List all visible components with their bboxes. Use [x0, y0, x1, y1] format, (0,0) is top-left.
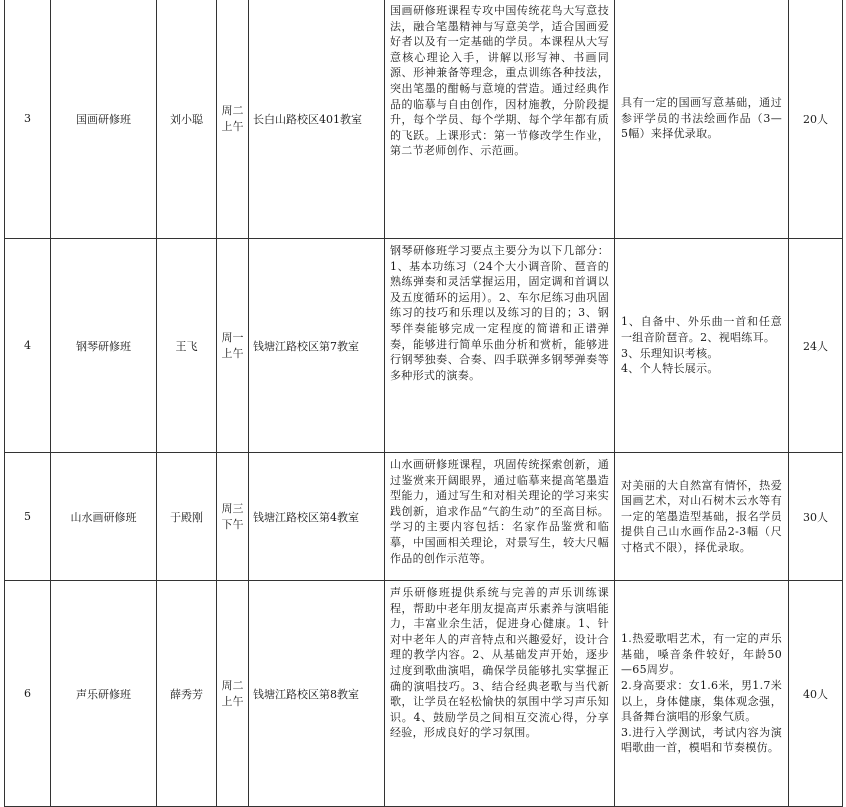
class-day: 周一: [221, 330, 244, 344]
class-half-day: 下午: [221, 517, 244, 531]
course-description: 声乐研修班提供系统与完善的声乐训练课程，帮助中老年朋友提高声乐素养与演唱能力，丰富业余生活，促进身心健康。1、针对中老年人的声音特点和兴趣爱好，设计合理的教学内容。2、从基础发声开始，逐步过度到歌曲演唱，确保学员能够扎实掌握正确的演唱技巧。3、结合经典老歌与当代新歌，让学员在轻松愉快的氛围中学习声乐知识。4、鼓励学员之间相互交流心得，分享经验，形成良好的学习氛围。: [385, 581, 615, 807]
table-row: [5, 453, 843, 581]
classroom-location: 钱塘江路校区第7教室: [249, 239, 385, 453]
requirement-item: 3、乐理知识考核。: [621, 346, 719, 360]
row-number: 3: [5, 0, 51, 239]
requirement-item: 对美丽的大自然富有情怀，热爱国画艺术，对山石树木云水等有一定的笔墨造型基础，报名学员提供自己山水画作品2-3幅（尺寸格式不限），择优录取。: [621, 478, 782, 554]
requirement-item: 4、个人特长展示。: [621, 362, 719, 376]
course-name: 钢琴研修班: [51, 239, 157, 453]
class-capacity: 20人: [789, 0, 843, 239]
class-half-day: 上午: [221, 119, 244, 133]
table-row: [5, 581, 843, 807]
requirement-item: 具有一定的国画写意基础，通过参评学员的书法绘画作品（3—5幅）来择优录取。: [621, 96, 782, 141]
admission-requirements: [615, 239, 789, 453]
class-day: 周二: [221, 103, 244, 117]
class-time: [217, 239, 249, 453]
class-half-day: 上午: [221, 346, 244, 360]
course-description: 山水画研修班课程，巩固传统探索创新，通过鉴赏来开阔眼界，通过临摹来提高笔墨造型能力，通过写生和对相关理论的学习来实践创新，追求作品“气韵生动”的至高目标。学习的主要内容包括：名家作品鉴赏和临摹，中国画相关理论，对景写生，较大尺幅作品的创作示范等。: [385, 453, 615, 581]
requirement-item: 1.热爱歌唱艺术，有一定的声乐基础，嗓音条件较好，年龄50—65周岁。: [621, 632, 782, 677]
teacher-name: 于殿刚: [157, 453, 217, 581]
class-capacity: 24人: [789, 239, 843, 453]
class-day: 周三: [221, 501, 244, 515]
teacher-name: 刘小聪: [157, 0, 217, 239]
admission-requirements: [615, 581, 789, 807]
classroom-location: 钱塘江路校区第8教室: [249, 581, 385, 807]
class-time: [217, 453, 249, 581]
row-number: 4: [5, 239, 51, 453]
table-row: [5, 0, 843, 239]
class-day: 周二: [221, 678, 244, 692]
row-number: 5: [5, 453, 51, 581]
requirement-item: 1、自备中、外乐曲一首和任意一组音阶琶音。2、视唱练耳。: [621, 315, 782, 344]
admission-requirements: [615, 453, 789, 581]
course-table: [4, 0, 843, 807]
class-time: [217, 581, 249, 807]
class-capacity: 30人: [789, 453, 843, 581]
classroom-location: 钱塘江路校区第4教室: [249, 453, 385, 581]
course-name: 声乐研修班: [51, 581, 157, 807]
class-half-day: 上午: [221, 694, 244, 708]
admission-requirements: [615, 0, 789, 239]
class-capacity: 40人: [789, 581, 843, 807]
classroom-location: 长白山路校区401教室: [249, 0, 385, 239]
teacher-name: 王飞: [157, 239, 217, 453]
course-name: 山水画研修班: [51, 453, 157, 581]
row-number: 6: [5, 581, 51, 807]
course-description: 钢琴研修班学习要点主要分为以下几部分：1、基本功练习（24个大小调音阶、琶音的熟练弹奏和灵活掌握运用，固定调和首调以及五度循环的运用）。2、车尔尼练习曲巩固练习的技巧和乐理以及练习的目的；3、钢琴伴奏能够完成一定程度的简谱和正谱弹奏，能够进行简单乐曲分析和赏析，能够进行钢琴独奏、合奏、四手联弹多钢琴弹奏等多种形式的演奏。: [385, 239, 615, 453]
table-row: [5, 239, 843, 453]
teacher-name: 薛秀芳: [157, 581, 217, 807]
requirement-item: 2.身高要求：女1.6米，男1.7米以上，身体健康，集体观念强，具备舞台演唱的形象气质。: [621, 678, 782, 724]
course-name: 国画研修班: [51, 0, 157, 239]
requirement-item: 3.进行入学测试，考试内容为演唱歌曲一首，模唱和节奏模仿。: [621, 725, 782, 755]
class-time: [217, 0, 249, 239]
course-description: 国画研修班课程专攻中国传统花鸟大写意技法，融合笔墨精神与写意美学，适合国画爱好者以及有一定基础的学员。本课程从大写意核心理论入手，讲解以形写神、书画同源、形神兼备等理念，重点训练各种技法，突出笔墨的酣畅与意境的营造。通过经典作品的临摹与自由创作，因材施教，分阶段提升，每个学员、每个学期、每个学年都有质的飞跃。上课形式：第一节修改学生作业，第二节老师创作、示范画。: [385, 0, 615, 239]
